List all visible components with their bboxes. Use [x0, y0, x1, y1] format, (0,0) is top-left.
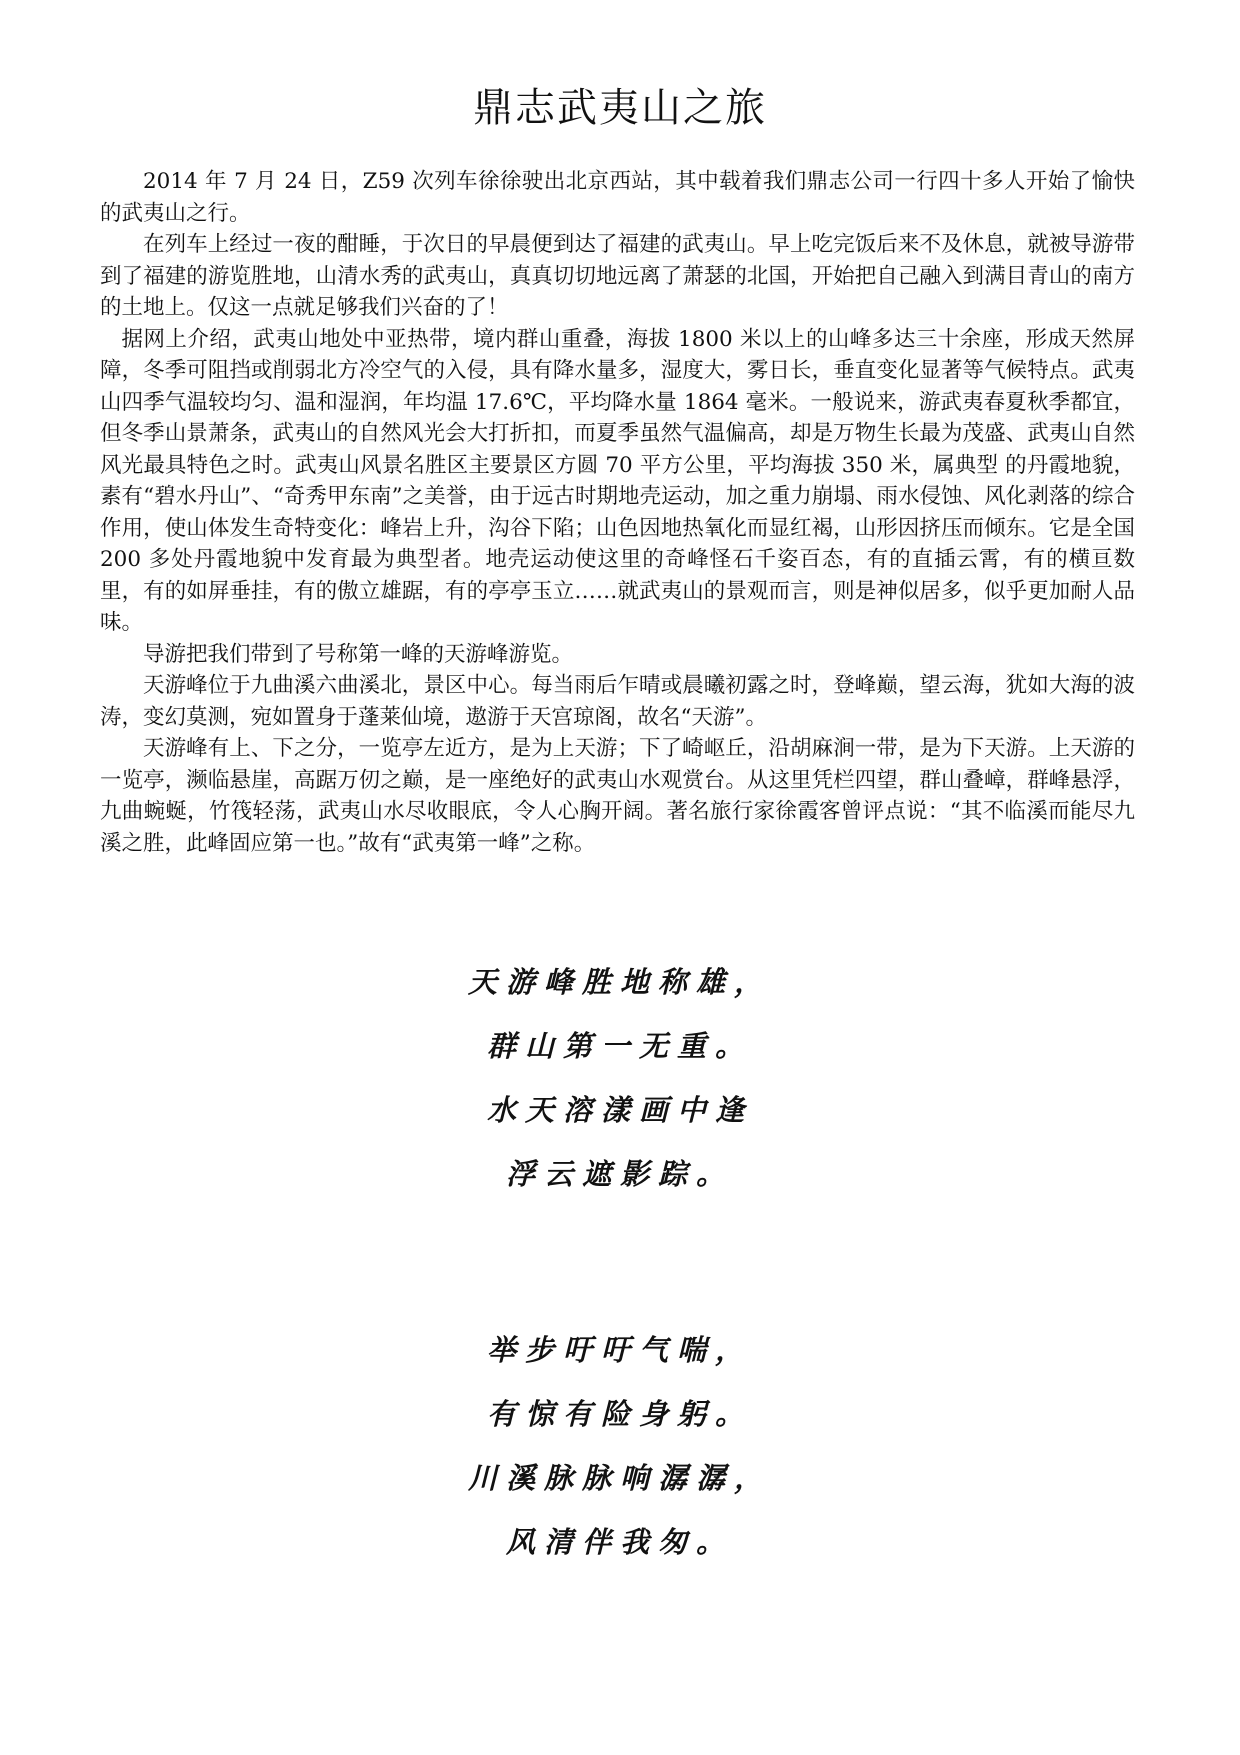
poem-line: 风清伴我匆。: [505, 1525, 734, 1559]
poem-line: 群山第一无重。: [486, 1029, 753, 1063]
article-body: [100, 166, 1135, 859]
paragraph-arrival: 在列车上经过一夜的酣睡，于次日的早晨便到达了福建的武夷山。早上吃完饭后来不及休息，就被导游带到了福建的游览胜地，山清水秀的武夷山，真真切切地远离了萧瑟的北国，开始把自己融入到满目青山的南方的土地上。仅这一点就足够我们兴奋的了！: [100, 232, 1135, 320]
poem-line: 天游峰胜地称雄，: [467, 965, 772, 999]
poem-line: 有惊有险身躬。: [486, 1397, 753, 1431]
poem-stanza: [0, 1318, 1240, 1574]
paragraph-tianyou-peak: 天游峰位于九曲溪六曲溪北，景区中心。每当雨后乍晴或晨曦初露之时，登峰巅，望云海，犹如大海的波涛，变幻莫测，宛如置身于蓬莱仙境，遨游于天宫琼阁，故名“天游”。: [100, 673, 1135, 730]
poem-stanza: [0, 950, 1240, 1206]
poem-line: 水天溶漾画中逢: [486, 1093, 753, 1127]
paragraph-departure: 2014 年 7 月 24 日，Z59 次列车徐徐驶出北京西站，其中载着我们鼎志公司一行四十多人开始了愉快的武夷山之行。: [100, 169, 1135, 226]
document-title: 鼎志武夷山之旅: [473, 85, 767, 131]
paragraph-introduction: 据网上介绍，武夷山地处中亚热带，境内群山重叠，海拔 1800 米以上的山峰多达三十余座，形成天然屏障，冬季可阻挡或削弱北方冷空气的入侵，具有降水量多，湿度大，雾日长，垂直变化显著等气候特点。武夷山四季气温较均匀、温和湿润，年均温 17.6℃，平均降水量 1864 毫米。一般说来，游武夷春夏秋季都宜，但冬季山景萧条，武夷山的自然风光会大打折扣，而夏季虽然气温偏高，却是万物生长最为茂盛、武夷山自然风光最具特色之时。武夷山风景名胜区主要景区方圆 70 平方公里，平均海拔 350 米，属典型 的丹霞地貌，素有“碧水丹山”、“奇秀甲东南”之美誉，由于远古时期地壳运动，加之重力崩塌、雨水侵蚀、风化剥落的综合作用，使山体发生奇特变化：峰岩上升，沟谷下陷；山色因地热氧化而显红褐，山形因挤压而倾东。它是全国 200 多处丹霞地貌中发育最为典型者。地壳运动使这里的奇峰怪石千姿百态，有的直插云霄，有的横亘数里，有的如屏垂挂，有的傲立雄踞，有的亭亭玉立……就武夷山的景观而言，则是神似居多，似乎更加耐人品味。: [100, 326, 1135, 635]
poem: [0, 950, 1240, 1574]
poem-line: 举步吁吁气喘，: [486, 1333, 753, 1367]
paragraph-upper-lower-tianyou: 天游峰有上、下之分，一览亭左近方，是为上天游；下了崎岖丘，沿胡麻涧一带，是为下天游。上天游的一览亭，濒临悬崖，高踞万仞之巅，是一座绝好的武夷山水观赏台。从这里凭栏四望，群山叠嶂，群峰悬浮，九曲蜿蜒，竹筏轻荡，武夷山水尽收眼底，令人心胸开阔。著名旅行家徐霞客曾评点说：“其不临溪而能尽九溪之胜，此峰固应第一也。”故有“武夷第一峰”之称。: [100, 736, 1135, 856]
poem-line: 川溪脉脉响潺潺，: [467, 1461, 772, 1495]
poem-line: 浮云遮影踪。: [505, 1157, 734, 1191]
paragraph-tour-guide: 导游把我们带到了号称第一峰的天游峰游览。: [143, 641, 574, 667]
